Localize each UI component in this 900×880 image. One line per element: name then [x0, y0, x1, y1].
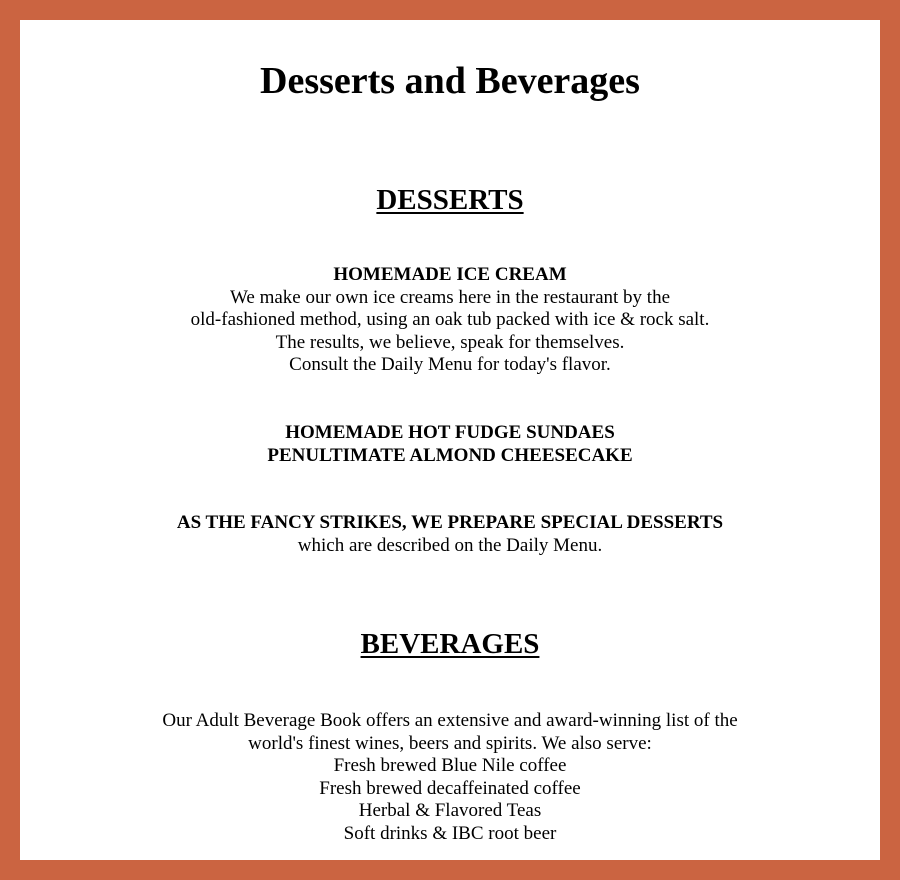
page-title: Desserts and Beverages	[260, 60, 640, 102]
special-desserts-title: AS THE FANCY STRIKES, WE PREPARE SPECIAL DESSERTS	[176, 512, 724, 533]
beverage-item: Fresh brewed decaffeinated coffee	[319, 777, 581, 799]
beverages-list	[20, 710, 880, 845]
featured-desserts	[20, 422, 880, 467]
hot-fudge-sundaes-title: HOMEMADE HOT FUDGE SUNDAES	[285, 422, 615, 443]
beverage-item: Fresh brewed Blue Nile coffee	[333, 755, 567, 776]
desserts-heading: DESSERTS	[376, 184, 524, 216]
almond-cheesecake-title: PENULTIMATE ALMOND CHEESECAKE	[267, 444, 633, 466]
beverages-heading: BEVERAGES	[360, 628, 540, 660]
beverages-line: Our Adult Beverage Book offers an extensive and award-winning list of the	[162, 710, 738, 731]
ice-cream-description-line: The results, we believe, speak for themselves.	[275, 331, 625, 353]
ice-cream-item	[20, 264, 880, 377]
menu-page	[20, 20, 880, 860]
ice-cream-title: HOMEMADE ICE CREAM	[333, 264, 567, 285]
special-desserts-item	[20, 512, 880, 557]
beverages-line: world's finest wines, beers and spirits. We also serve:	[248, 732, 652, 754]
ice-cream-description-line: Consult the Daily Menu for today's flavor.	[289, 354, 611, 375]
special-desserts-description: which are described on the Daily Menu.	[297, 534, 603, 556]
ice-cream-description-line: old-fashioned method, using an oak tub packed with ice & rock salt.	[190, 309, 710, 330]
beverage-item: Herbal & Flavored Teas	[358, 800, 542, 821]
ice-cream-description-line: We make our own ice creams here in the restaurant by the	[229, 286, 671, 308]
beverage-item: Soft drinks & IBC root beer	[343, 822, 557, 844]
